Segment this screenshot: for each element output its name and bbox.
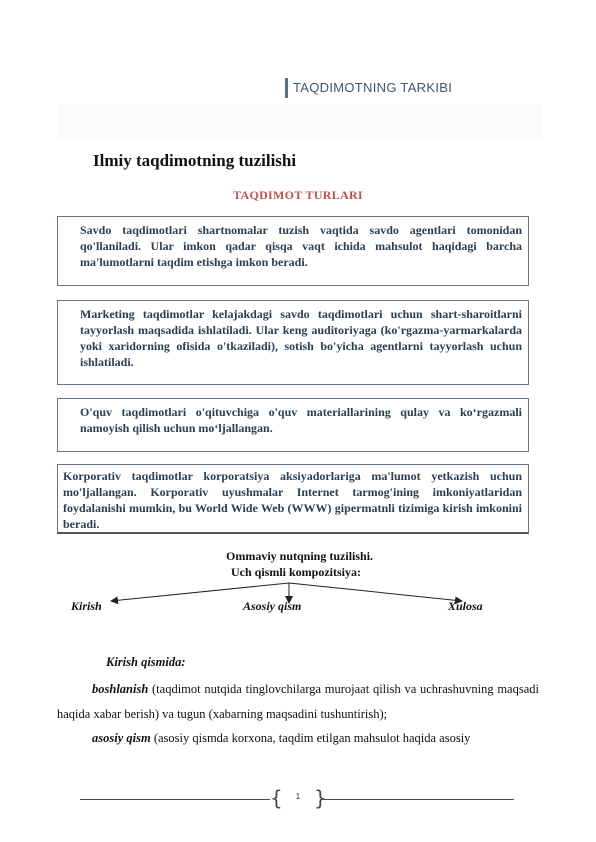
footer-bracket-left: { [270, 786, 283, 810]
paragraph-text: (asosiy qismda korxona, taqdim etilgan mahsulot haqida asosiy [150, 731, 471, 745]
part-label-xulosa: Xulosa [448, 599, 483, 613]
term: boshlanish [92, 682, 149, 696]
composition-title: Ommaviy nutqning tuzilishi. [226, 549, 374, 563]
section-title: Ilmiy taqdimotning tuzilishi [93, 151, 297, 170]
arrow-to-xulosa [289, 583, 462, 601]
composition-subtitle: Uch qismli kompozitsiya: [231, 565, 362, 579]
footer-rule-left [80, 799, 270, 800]
sales-presentation-box [57, 216, 529, 286]
paragraph-boshlanish [57, 677, 539, 727]
intro-heading: Kirish qismida: [106, 655, 186, 669]
box-text: Savdo taqdimotlari shartnomalar tuzish vaqtida savdo agentlari tomonidan qo'llaniladi. Ular imkon qadar qisqa vaqt ichida mahsulot haqidagi barcha ma'lumotlarni taqdim etishga imkon beradi. [80, 223, 522, 269]
page-header-title: TAQDIMOTNING TARKIBI [285, 78, 452, 98]
corporate-presentation-box [57, 464, 529, 534]
part-label-kirish: Kirish [71, 599, 102, 613]
term: asosiy qism [92, 731, 151, 745]
header-band [58, 104, 542, 138]
box-text: Korporativ taqdimotlar korporatsiya aksiyadorlariga ma'lumot yetkazish uchun mo'ljallangan. Korporativ uyushmalar Internet tarmog'ining imkoniyatlaridan foydalanishi mumkin, bu World Wide Web (WWW) gipermatnli tizimiga kirish imkonini beradi. [63, 469, 522, 531]
presentation-types-heading: TAQDIMOT TURLARI [233, 188, 363, 202]
box-text: O'quv taqdimotlari o'qituvchiga o'quv materiallarining qulay va ko‘rgazmali namoyish qilish uchun mo‘ljallangan. [80, 405, 522, 435]
educational-presentation-box [57, 398, 529, 452]
paragraph-asosiy [57, 726, 539, 751]
marketing-presentation-box [57, 300, 529, 385]
footer-rule-right [321, 799, 514, 800]
box-text: Marketing taqdimotlar kelajakdagi savdo taqdimotlari uchun shart-sharoitlarni tayyorlash maqsadida ishlatiladi. Ular keng auditoriyaga (ko'rgazma-yarmarkalarda yoki xaridorning ofisida o'tkaziladi), sotish bo'yicha agentlarni tayyorlash uchun ishlatiladi. [80, 307, 522, 369]
footer-bracket-right: } [314, 786, 327, 810]
page-number: 1 [295, 792, 301, 801]
part-label-asosiy: Asosiy qism [243, 599, 302, 613]
paragraph-text: (taqdimot nutqida tinglovchilarga murojaat qilish va uchrashuvning maqsadi haqida xabar berish) va tugun (xabarning maqsadini tushuntirish); [57, 682, 539, 721]
